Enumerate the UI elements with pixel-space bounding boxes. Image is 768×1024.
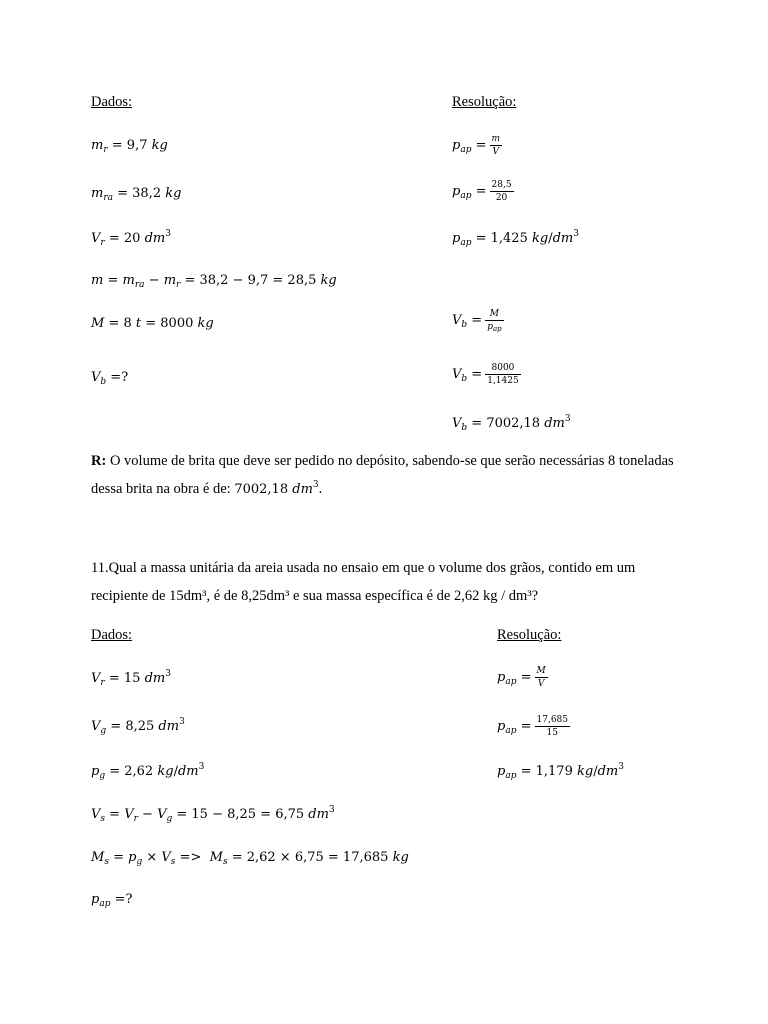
equation-vb-result: $V_b = 7002,18$ $dm^3$ — [452, 414, 571, 433]
dados-heading-1: Dados: — [91, 94, 133, 110]
answer-label: R: — [91, 453, 107, 469]
equation-vb-sub: $V_b$ = $\frac{8000}{1,1425}$ — [452, 363, 519, 386]
equation-vb-def: $V_b$ = $\frac{M}{p_{ap}}$ — [452, 309, 502, 333]
equation-vb-unknown: $V_b$ =? — [91, 370, 129, 387]
equation-mra: $m_{ra} = 38,2$ kg — [91, 186, 182, 203]
equation-M: M = 8 t = 8000 kg — [91, 316, 214, 331]
equation-vg: $V_g = 8,25$ $dm^3$ — [91, 717, 185, 736]
equation-vs: $V_s = V_r - V_g = 15 - 8,25 = 6,75$ $dm^3$ — [91, 805, 335, 824]
equation-vr: $V_r = 20$ $dm^3$ — [91, 229, 171, 248]
equation-pap-result: $p_{ap} = 1,425$ $kg/dm^3$ — [452, 229, 579, 248]
equation-vr-2: $V_r = 15$ $dm^3$ — [91, 669, 171, 688]
answer-value: 7002,18 $dm^3$ — [234, 480, 319, 497]
resolucao-heading-1: Resolução: — [452, 94, 517, 110]
answer-paragraph: R: O volume de brita que deve ser pedido no depósito, sabendo-se que serão necessárias 8 toneladas dessa brita na obra é de: 7002,18 $dm^3$. — [91, 453, 674, 497]
equation-pap-sub: $p_{ap}$ = $\frac{28,5}{20}$ — [452, 180, 512, 203]
question-11: 11.Qual a massa unitária da areia usada no ensaio em que o volume dos grãos, contido em um recipiente de 15dm³, é de 8,25dm³ e sua massa específica é de 2,62 kg / dm³? — [91, 560, 636, 604]
equation-pg: $p_g = 2,62$ $kg/dm^3$ — [91, 762, 205, 781]
equation-pap-def: $p_{ap}$ = $\frac{m}{V}$ — [452, 134, 501, 157]
dados-heading-2: Dados: — [91, 627, 133, 643]
equation-pap-unknown: $p_{ap}$ =? — [91, 892, 133, 909]
equation-m-diff: $m = m_{ra} - m_r = 38,2 - 9,7 = 28,5$ kg — [91, 273, 337, 290]
equation-pap-def-2: $p_{ap}$ = $\frac{M}{V}$ — [497, 666, 546, 689]
equation-pap-sub-2: $p_{ap}$ = $\frac{17,685}{15}$ — [497, 715, 569, 738]
equation-ms: $M_s = p_g \times V_s => M_s = 2,62 \times 6,75 = 17,685$ kg — [91, 850, 409, 867]
resolucao-heading-2: Resolução: — [497, 627, 562, 643]
answer-text: O volume de brita que deve ser pedido no depósito, sabendo-se que serão necessárias 8 toneladas dessa brita na obra é de: — [91, 453, 674, 497]
equation-mr: $m_r = 9,7$ kg — [91, 138, 168, 155]
equation-pap-result-2: $p_{ap} = 1,179$ $kg/dm^3$ — [497, 762, 624, 781]
